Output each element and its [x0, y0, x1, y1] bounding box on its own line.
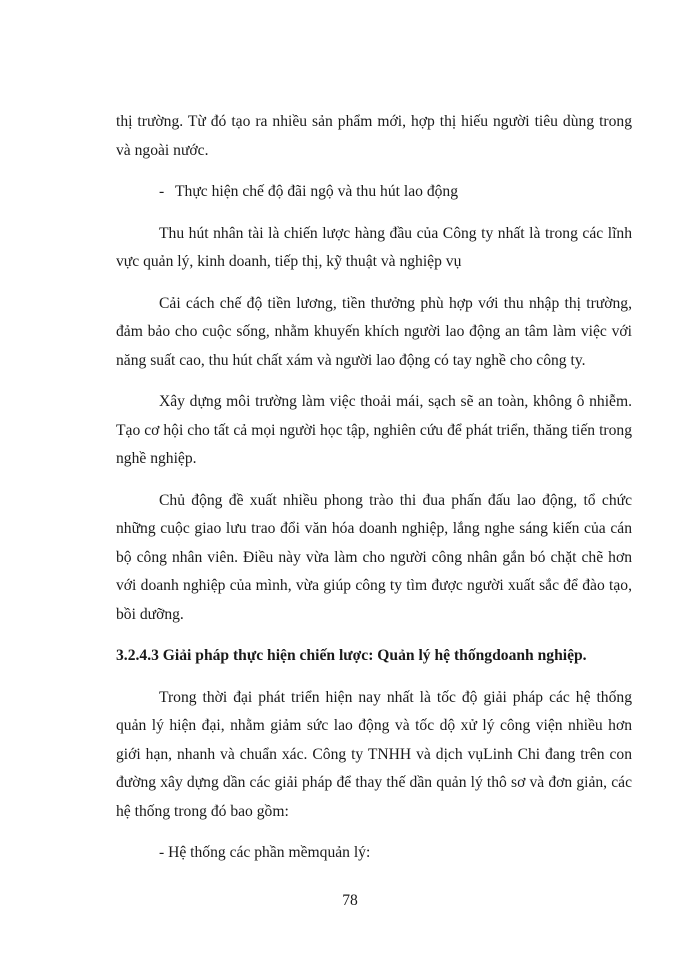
paragraph-talent-attraction: Thu hút nhân tài là chiến lược hàng đầu của Công ty nhất là trong các lĩnh vực quản lý, kinh doanh, tiếp thị, kỹ thuật và nghiệp vụ — [116, 224, 632, 270]
bullet-text: Thực hiện chế độ đãi ngộ và thu hút lao động — [175, 183, 459, 200]
paragraph-emulation-movement: Chủ động đề xuất nhiều phong trào thi đua phấn đấu lao động, tổ chức những cuộc giao lưu trao đổi văn hóa doanh nghiệp, lắng nghe sáng kiến của cán bộ công nhân viên. Điều này vừa làm cho người công nhân gắn bó chặt chẽ hơn với doanh nghiệp của mình, vừa giúp công ty tìm được người xuất sắc để đào tạo, bồi dưỡng. — [116, 491, 632, 623]
paragraph-work-environment: Xây dựng môi trường làm việc thoải mái, sạch sẽ an toàn, không ô nhiễm. Tạo cơ hội cho tất cả mọi người học tập, nghiên cứu để phát triển, thăng tiến trong nghề nghiệp. — [116, 393, 632, 467]
document-page — [116, 108, 632, 881]
bullet-item-software: - Hệ thống các phần mềmquản lý: — [159, 844, 371, 861]
paragraph-salary-reform: Cải cách chế độ tiền lương, tiền thưởng phù hợp với thu nhập thị trường, đảm bảo cho cuộc sống, nhằm khuyến khích người lao động an tâm làm việc với năng suất cao, thu hút chất xám và người lao động có tay nghề cho công ty. — [116, 294, 632, 369]
paragraph-management-systems: Trong thời đại phát triển hiện nay nhất là tốc độ giải pháp các hệ thống quản lý hiện đại, nhằm giảm sức lao động và tốc dộ xử lý công viện nhiều hơn giới hạn, nhanh và chuẩn xác. Công ty TNHH và dịch vụLinh Chi đang trên con đường xây dựng dần các giải pháp để thay thế dần quản lý thô sơ và đơn giản, các hệ thống trong đó bao gồm: — [116, 688, 632, 820]
bullet-item-reward-policy — [116, 178, 632, 207]
page-number: 78 — [342, 892, 358, 909]
paragraph-continuation: thị trường. Từ đó tạo ra nhiều sản phẩm mới, hợp thị hiếu người tiêu dùng trong và ngoài nước. — [116, 113, 632, 159]
bullet-dash: - — [159, 183, 165, 200]
section-heading: 3.2.4.3 Giải pháp thực hiện chiến lược: Quản lý hệ thốngdoanh nghiệp. — [116, 647, 587, 664]
